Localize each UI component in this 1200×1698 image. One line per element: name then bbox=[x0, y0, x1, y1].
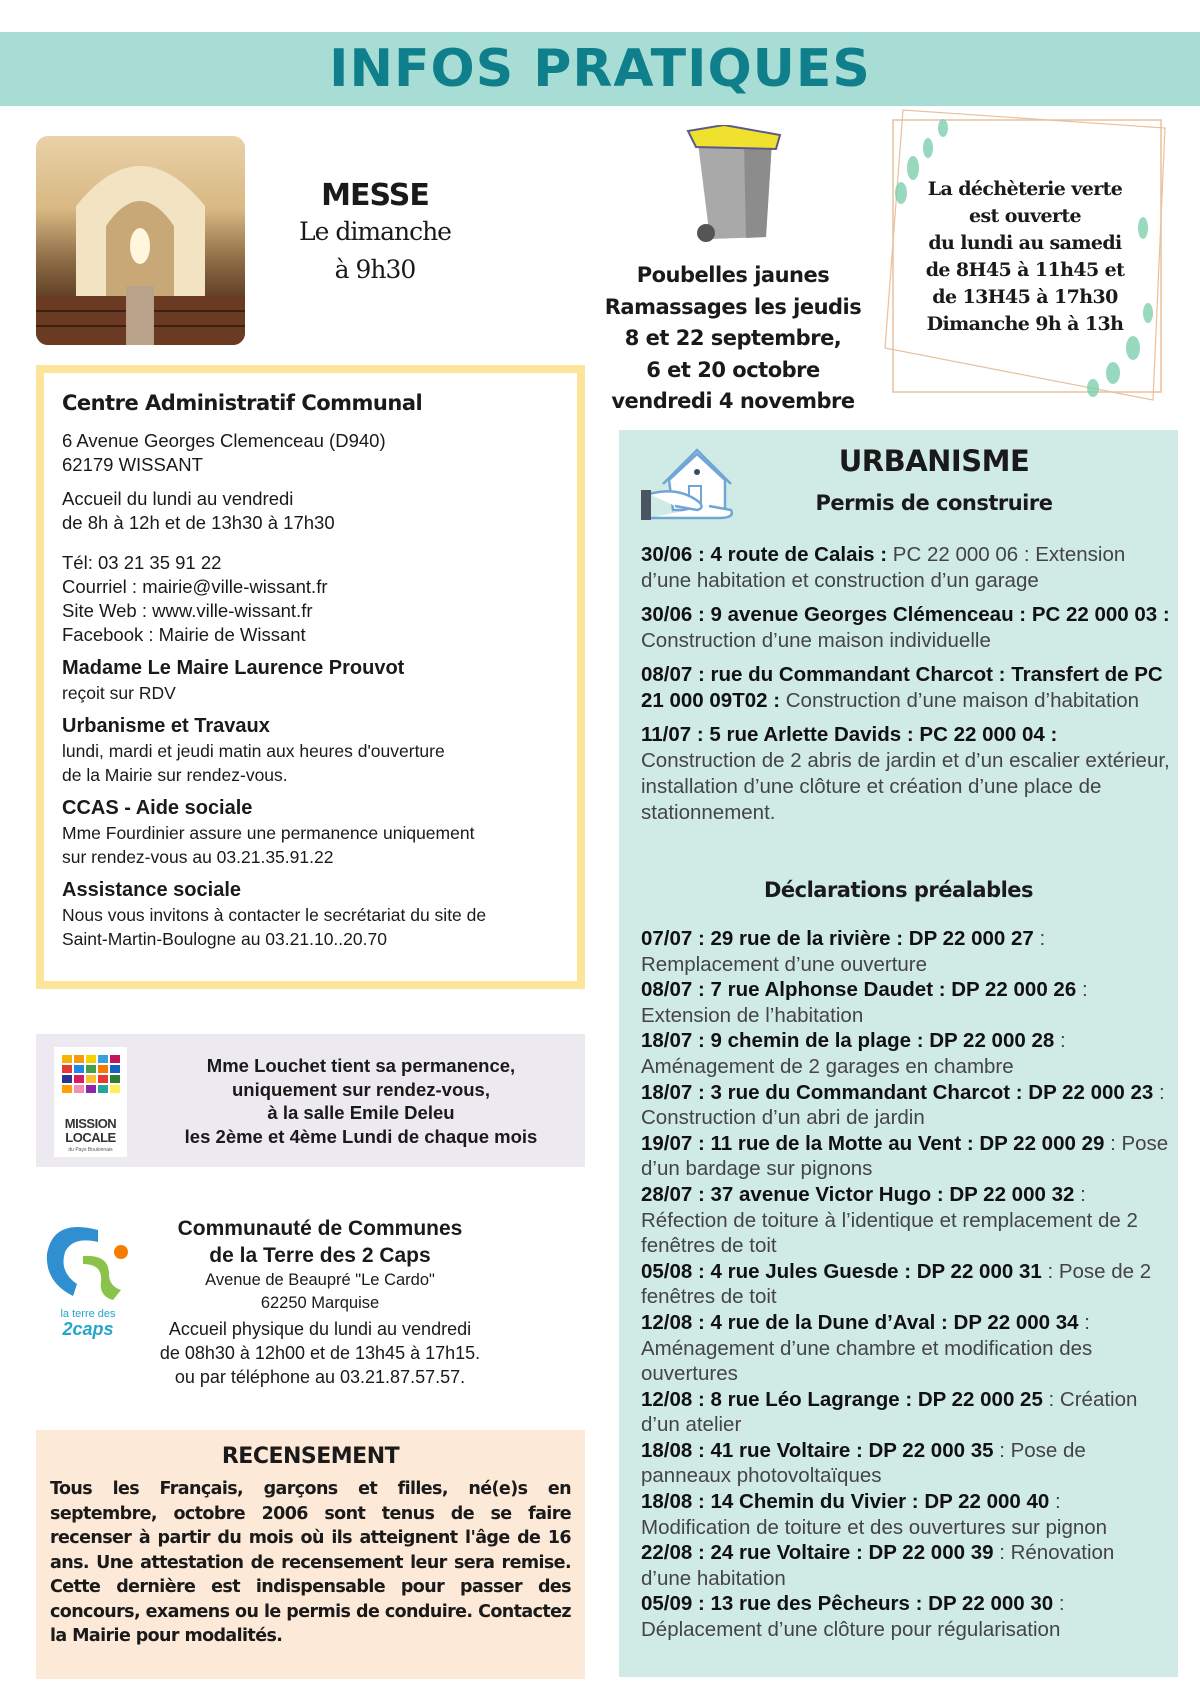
logo-subtext: du Pays Boulonnais bbox=[68, 1147, 113, 1153]
declaration-desc: : Pose d’un bardage sur pignons bbox=[641, 1131, 1169, 1181]
hours-line: de 8h à 12h et de 13h30 à 17h30 bbox=[62, 512, 335, 533]
cc-address: 62250 Marquise bbox=[260, 1294, 380, 1312]
declaration-ref: 18/07 : 9 chemin de la plage : DP 22 000 28 bbox=[641, 1029, 1055, 1053]
house-in-hand-icon bbox=[639, 440, 735, 524]
ccas-title: CCAS - Aide sociale bbox=[62, 797, 253, 819]
messe-block bbox=[270, 178, 480, 289]
logo-text: LOCALE bbox=[65, 1130, 116, 1145]
decheterie-line: de 13H45 à 17h30 bbox=[932, 286, 1118, 308]
permis-desc: Construction d’une maison individuelle bbox=[641, 629, 991, 652]
church-photo bbox=[36, 136, 245, 345]
declaration-ref: 18/08 : 14 Chemin du Vivier : DP 22 000 40 bbox=[641, 1490, 1050, 1514]
declaration-ref: 22/08 : 24 rue Voltaire : DP 22 000 39 bbox=[641, 1541, 994, 1565]
ccas-text: Mme Fourdinier assure une permanence uniquement bbox=[62, 823, 475, 843]
declaration-item bbox=[641, 977, 1170, 1028]
poubelles-line: Poubelles jaunes bbox=[636, 263, 830, 287]
urbanisme-title: URBANISME bbox=[838, 444, 1030, 478]
declarations-title: Déclarations préalables bbox=[763, 878, 1034, 902]
poubelles-line: Ramassages les jeudis bbox=[604, 294, 862, 319]
permis-desc: Construction d’une maison d’habitation bbox=[780, 689, 1140, 712]
cc-phone: ou par téléphone au 03.21.87.57.57. bbox=[174, 1367, 466, 1387]
permis-ref: 30/06 : 9 avenue Georges Clémenceau : PC 22 000 03 : bbox=[641, 603, 1170, 626]
permis-item bbox=[641, 602, 1170, 654]
declaration-item bbox=[641, 1131, 1170, 1182]
declaration-item bbox=[641, 926, 1170, 977]
mission-line: à la salle Emile Deleu bbox=[267, 1102, 455, 1123]
cc-title: de la Terre des 2 Caps bbox=[209, 1244, 431, 1267]
declaration-item bbox=[641, 1310, 1170, 1387]
poubelles-line: 8 et 22 septembre, bbox=[624, 326, 842, 350]
logo-text: 2caps bbox=[62, 1319, 114, 1339]
declaration-desc: : Construction d’un abri de jardin bbox=[641, 1080, 1165, 1130]
assistance-text: Nous vous invitons à contacter le secrétariat du site de bbox=[62, 905, 487, 925]
permis-ref: 11/07 : 5 rue Arlette Davids : PC 22 000 04 : bbox=[641, 723, 1058, 746]
messe-day: Le dimanche bbox=[299, 217, 451, 246]
declaration-desc: : Aménagement d’une chambre et modification des ouvertures bbox=[641, 1310, 1093, 1386]
declaration-desc: : Pose de 2 fenêtres de toit bbox=[641, 1259, 1152, 1309]
logo-text: MISSION bbox=[64, 1116, 117, 1131]
declaration-ref: 07/07 : 29 rue de la rivière : DP 22 000 27 bbox=[641, 927, 1034, 950]
maire-title: Madame Le Maire Laurence Prouvot bbox=[62, 657, 405, 679]
declaration-item bbox=[641, 1080, 1170, 1131]
declaration-ref: 18/07 : 3 rue du Commandant Charcot : DP 22 000 23 bbox=[641, 1080, 1154, 1104]
permis-desc: Construction de 2 abris de jardin et d’un escalier extérieur, installation d’une clôture et création d’une place de stationnement. bbox=[641, 749, 1170, 824]
phone: Tél: 03 21 35 91 22 bbox=[62, 552, 222, 573]
urbanisme-travaux-text: lundi, mardi et jeudi matin aux heures d'ouverture bbox=[62, 741, 445, 761]
urbanisme-travaux-title: Urbanisme et Travaux bbox=[62, 715, 270, 737]
cc-address: Avenue de Beaupré "Le Cardo" bbox=[205, 1271, 435, 1289]
communaute-communes-info bbox=[130, 1215, 510, 1389]
decheterie-line: Dimanche 9h à 13h bbox=[926, 313, 1124, 335]
facebook-link[interactable]: Facebook : Mairie de Wissant bbox=[62, 624, 306, 645]
assistance-text: Saint-Martin-Boulogne au 03.21.10..20.70 bbox=[62, 929, 387, 949]
declaration-item bbox=[641, 1028, 1170, 1079]
centre-title: Centre Administratif Communal bbox=[62, 391, 423, 415]
permis-item bbox=[641, 662, 1170, 714]
permis-desc: PC 22 000 06 : Extension d’une habitation et construction d’un garage bbox=[641, 543, 1126, 592]
poubelles-line: 6 et 20 octobre bbox=[646, 357, 820, 382]
messe-time: à 9h30 bbox=[334, 255, 416, 284]
email-link[interactable]: Courriel : mairie@ville-wissant.fr bbox=[62, 576, 328, 597]
yellow-bin-icon bbox=[684, 125, 786, 247]
poubelles-info bbox=[590, 260, 876, 418]
permis-list bbox=[641, 542, 1170, 834]
declaration-item bbox=[641, 1387, 1170, 1438]
mission-line: uniquement sur rendez-vous, bbox=[231, 1078, 490, 1100]
declaration-desc: : Création d’un atelier bbox=[641, 1387, 1138, 1437]
address-line: 6 Avenue Georges Clemenceau (D940) bbox=[62, 430, 386, 451]
mission-locale-text bbox=[146, 1054, 576, 1148]
hours-line: Accueil du lundi au vendredi bbox=[62, 488, 294, 509]
logo-text: la terre des bbox=[60, 1308, 116, 1320]
declaration-desc: : Aménagement de 2 garages en chambre bbox=[641, 1029, 1066, 1078]
mission-line: les 2ème et 4ème Lundi de chaque mois bbox=[184, 1125, 538, 1147]
declaration-item bbox=[641, 1489, 1170, 1540]
website-link[interactable]: Site Web : www.ville-wissant.fr bbox=[62, 600, 313, 621]
declaration-ref: 12/08 : 8 rue Léo Lagrange : DP 22 000 25 bbox=[641, 1387, 1043, 1411]
declaration-ref: 19/07 : 11 rue de la Motte au Vent : DP 22 000 29 bbox=[641, 1131, 1105, 1155]
declaration-desc: : Extension de l’habitation bbox=[641, 978, 1088, 1027]
mission-line: Mme Louchet tient sa permanence, bbox=[206, 1055, 516, 1076]
ccas-text: sur rendez-vous au 03.21.35.91.22 bbox=[62, 847, 334, 867]
decheterie-line: La déchèterie verte bbox=[927, 178, 1123, 200]
decheterie-line: du lundi au samedi bbox=[928, 232, 1122, 254]
declaration-ref: 08/07 : 7 rue Alphonse Daudet : DP 22 000 26 bbox=[641, 978, 1077, 1002]
declaration-desc: : Remplacement d’une ouverture bbox=[641, 927, 1046, 976]
recensement-title: RECENSEMENT bbox=[221, 1444, 400, 1469]
decheterie-line: de 8H45 à 11h45 et bbox=[925, 259, 1125, 281]
urbanisme-box bbox=[619, 430, 1178, 1677]
permis-ref: 08/07 : rue du Commandant Charcot : Transfert de PC 21 000 09T02 : bbox=[641, 663, 1163, 712]
declaration-item bbox=[641, 1438, 1170, 1489]
declaration-desc: : Rénovation d’une habitation bbox=[641, 1541, 1115, 1590]
poubelles-line: vendredi 4 novembre bbox=[611, 389, 855, 413]
page-title: INFOS PRATIQUES bbox=[329, 39, 871, 99]
declaration-ref: 18/08 : 41 rue Voltaire : DP 22 000 35 bbox=[641, 1438, 994, 1462]
recensement-box bbox=[36, 1430, 585, 1679]
mission-locale-box bbox=[36, 1034, 585, 1167]
centre-administratif-box bbox=[36, 365, 585, 989]
header-banner bbox=[0, 32, 1200, 106]
cc-hours: de 08h30 à 12h00 et de 13h45 à 17h15. bbox=[159, 1343, 481, 1363]
permis-item bbox=[641, 722, 1170, 826]
declaration-desc: : Modification de toiture et des ouvertures sur pignon bbox=[641, 1490, 1108, 1539]
decheterie-line: est ouverte bbox=[968, 205, 1082, 227]
declarations-list bbox=[641, 926, 1170, 1643]
declaration-desc: : Réfection de toiture à l’identique et remplacement de 2 fenêtres de toit bbox=[641, 1182, 1138, 1258]
permis-ref: 30/06 : 4 route de Calais : bbox=[641, 543, 888, 566]
permis-item bbox=[641, 542, 1170, 594]
recensement-text: Tous les Français, garçons et filles, né(e)s en septembre, octobre 2006 sont tenus de se faire recenser à partir du mois où ils atteignent l'âge de 16 ans. Une attestation de recensement leur sera remise. Cette dernière est indispensable pour passer des concours, examens ou le permis de conduire. Contactez la Mairie pour modalités. bbox=[50, 1479, 571, 1646]
declaration-ref: 28/07 : 37 avenue Victor Hugo : DP 22 000 32 bbox=[641, 1182, 1075, 1206]
declaration-ref: 05/08 : 4 rue Jules Guesde : DP 22 000 31 bbox=[641, 1259, 1042, 1283]
declaration-desc: : Pose de panneaux photovoltaïques bbox=[641, 1438, 1086, 1488]
decheterie-info bbox=[900, 176, 1150, 338]
declaration-item bbox=[641, 1259, 1170, 1310]
declaration-ref: 12/08 : 4 rue de la Dune d’Aval : DP 22 000 34 bbox=[641, 1310, 1079, 1334]
mission-locale-logo bbox=[54, 1047, 127, 1157]
declaration-item bbox=[641, 1182, 1170, 1259]
maire-text: reçoit sur RDV bbox=[62, 683, 176, 703]
declaration-desc: : Déplacement d’une clôture pour régularisation bbox=[641, 1592, 1065, 1642]
terre-des-2-caps-logo bbox=[43, 1224, 133, 1339]
declaration-item bbox=[641, 1591, 1170, 1642]
cc-title: Communauté de Communes bbox=[177, 1217, 463, 1240]
declaration-ref: 05/09 : 13 rue des Pêcheurs : DP 22 000 30 bbox=[641, 1592, 1054, 1616]
messe-title: MESSE bbox=[321, 178, 429, 213]
urbanisme-travaux-text: de la Mairie sur rendez-vous. bbox=[62, 765, 288, 785]
address-line: 62179 WISSANT bbox=[62, 454, 203, 475]
permis-title: Permis de construire bbox=[815, 491, 1053, 515]
assistance-title: Assistance sociale bbox=[62, 879, 241, 901]
cc-hours: Accueil physique du lundi au vendredi bbox=[168, 1319, 472, 1339]
declaration-item bbox=[641, 1540, 1170, 1591]
